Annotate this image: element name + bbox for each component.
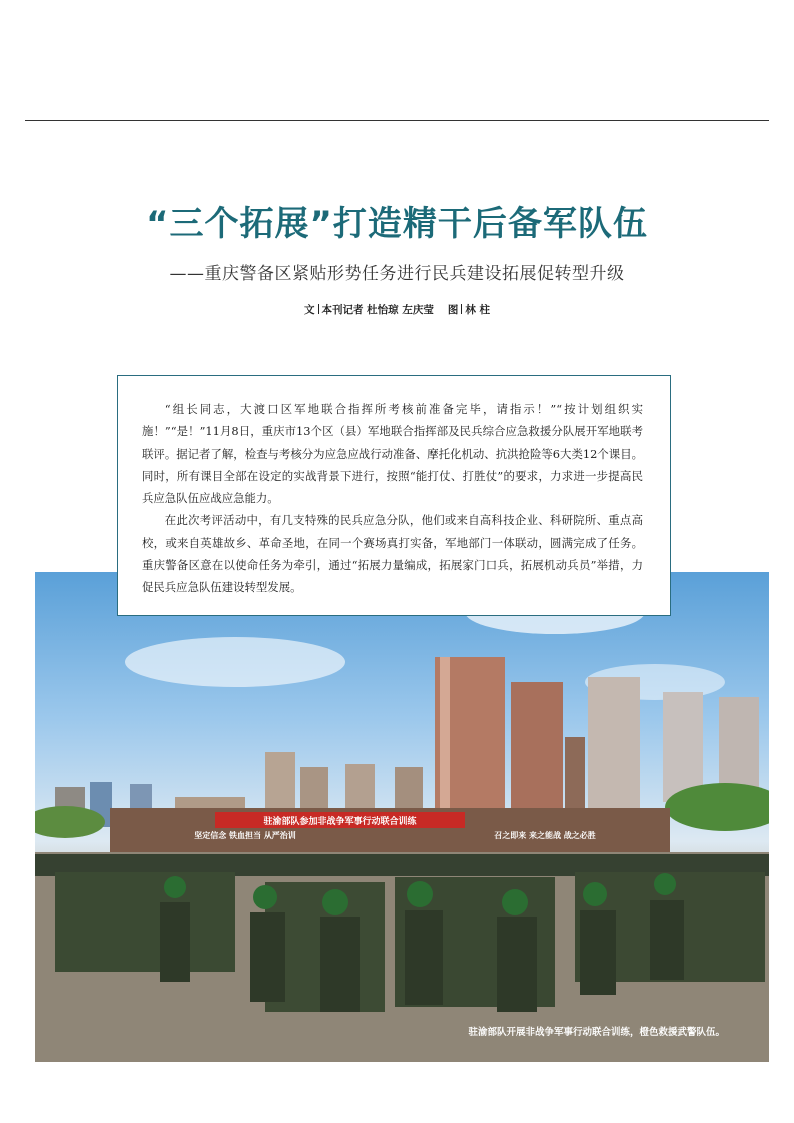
text-authors: 本刊记者 杜怡琼 左庆莹 bbox=[321, 304, 434, 316]
top-rule bbox=[25, 120, 769, 121]
wall-banner: 驻渝部队参加非战争军事行动联合训练 bbox=[263, 817, 417, 827]
intro-paragraph-1: “组长同志，大渡口区军地联合指挥所考核前准备完毕，请指示！”“按计划组织实施！”“是！”11月8日，重庆市13个区（县）军地联合指挥部及民兵综合应急救援分队展开军地联考联评。据记者了解，检查与考核分为应急应战行动准备、摩托化机动、抗洪抢险等6大类12个课目。同时，所有课目全部在设定的实战背景下进行，按照“能打仗、打胜仗”的要求，力求进一步提高民兵应急队伍应战应急能力。 bbox=[142, 402, 643, 506]
wall-slogans-left: 坚定信念 铁血担当 从严治训 bbox=[194, 831, 296, 840]
training-photo bbox=[35, 572, 769, 1062]
text-credit-label: 文 bbox=[304, 304, 315, 316]
intro-text-box bbox=[117, 375, 671, 616]
byline bbox=[0, 302, 794, 317]
photographer: 林 柱 bbox=[465, 304, 490, 316]
article-title: “三个拓展”打造精干后备军队伍 bbox=[146, 204, 648, 244]
wall-slogans-right: 召之即来 来之能战 战之必胜 bbox=[494, 831, 596, 840]
photo-caption: 驻渝部队开展非战争军事行动联合训练，橙色救援武警队伍。 bbox=[468, 1027, 725, 1038]
intro-paragraph-2: 在此次考评活动中，有几支特殊的民兵应急分队，他们或来自高科技企业、科研院所、重点高校，或来自英雄故乡、革命圣地，在同一个赛场真打实备，军地部门一体联动，圆满完成了任务。重庆警备区意在以使命任务为牵引，通过“拓展力量编成，拓展家门口兵，拓展机动兵员”举措，力促民兵应急队伍建设转型发展。 bbox=[142, 513, 643, 595]
photo-credit-label: 图 bbox=[447, 304, 459, 316]
article-subtitle: ——重庆警备区紧贴形势任务进行民兵建设拓展促转型升级 bbox=[169, 264, 625, 284]
